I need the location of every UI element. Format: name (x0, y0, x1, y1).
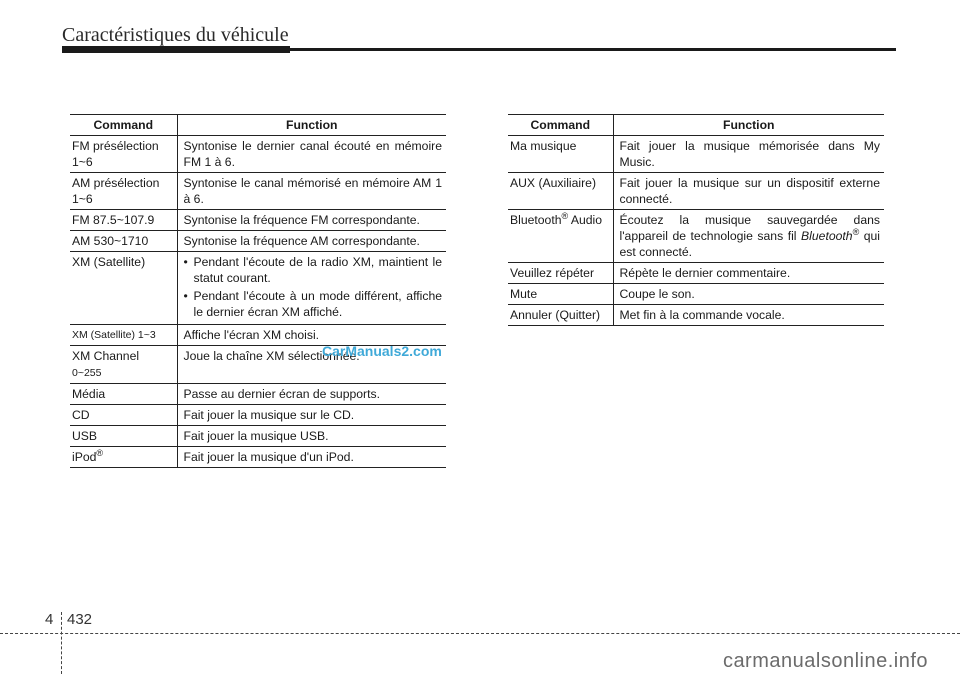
page-title: Caractéristiques du véhicule (62, 24, 289, 46)
column-header-command: Command (508, 115, 613, 136)
table-row (508, 263, 884, 284)
table-row (70, 426, 446, 447)
page-number: 432 (67, 611, 93, 628)
table-row (70, 136, 446, 173)
command-cell: USB (70, 426, 177, 447)
function-cell: Syntonise la fréquence FM correspondante. (177, 210, 446, 231)
command-label: iPod (72, 450, 97, 464)
right-command-table (508, 114, 884, 326)
command-cell: XM (Satellite) 1~3 (70, 325, 177, 346)
left-command-table (70, 114, 446, 468)
table-row (508, 173, 884, 210)
column-header-function: Function (177, 115, 446, 136)
table-row (70, 384, 446, 405)
table-row (508, 210, 884, 263)
table-row (508, 136, 884, 173)
site-watermark: carmanualsonline.info (722, 650, 928, 672)
function-cell: Met fin à la commande vocale. (613, 305, 884, 326)
registered-mark: ® (96, 447, 104, 458)
function-cell: Fait jouer la musique d'un iPod. (177, 447, 446, 468)
command-cell: AM présélection 1~6 (70, 173, 177, 210)
function-cell: Affiche l'écran XM choisi. (177, 325, 446, 346)
command-cell: AM 530~1710 (70, 231, 177, 252)
command-cell: XM (Satellite) (70, 252, 177, 325)
command-cell: Ma musique (508, 136, 613, 173)
command-cell: Annuler (Quitter) (508, 305, 613, 326)
function-text: Écoutez la musique sauvegardée dans l'appareil de technologie sans fil (619, 213, 880, 243)
column-header-command: Command (70, 115, 177, 136)
function-cell: Syntonise le canal mémorisé en mémoire AM 1 à 6. (177, 173, 446, 210)
function-cell (613, 210, 884, 263)
command-label: XM Channel (72, 349, 140, 363)
bullet-item: • Pendant l'écoute de la radio XM, maintient le statut courant. (184, 254, 443, 286)
command-label-tail: Audio (568, 213, 603, 227)
command-cell: Média (70, 384, 177, 405)
column-header-function: Function (613, 115, 884, 136)
function-cell: Passe au dernier écran de supports. (177, 384, 446, 405)
command-cell (70, 447, 177, 468)
function-cell: Joue la chaîne XM sélectionnée. (177, 346, 446, 384)
table-row (70, 405, 446, 426)
command-cell (508, 210, 613, 263)
table-row (70, 210, 446, 231)
function-cell (177, 252, 446, 325)
function-cell: Fait jouer la musique sur le CD. (177, 405, 446, 426)
table-row (508, 305, 884, 326)
table-row (508, 284, 884, 305)
command-cell: FM 87.5~107.9 (70, 210, 177, 231)
function-cell: Répète le dernier commentaire. (613, 263, 884, 284)
footer-divider (61, 612, 62, 674)
function-brand: Bluetooth (801, 229, 853, 243)
title-rule-accent (62, 46, 290, 53)
footer-rule (0, 633, 960, 634)
function-cell: Fait jouer la musique USB. (177, 426, 446, 447)
table-row (70, 173, 446, 210)
command-cell: Veuillez répéter (508, 263, 613, 284)
command-cell: Mute (508, 284, 613, 305)
table-row (70, 447, 446, 468)
registered-mark: ® (561, 210, 569, 221)
function-cell: Syntonise le dernier canal écouté en mémoire FM 1 à 6. (177, 136, 446, 173)
command-cell: AUX (Auxiliaire) (508, 173, 613, 210)
bullet-item: • Pendant l'écoute à un mode différent, affiche le dernier écran XM affiché. (184, 288, 443, 320)
command-cell: CD (70, 405, 177, 426)
function-cell: Fait jouer la musique sur un dispositif externe connecté. (613, 173, 884, 210)
command-cell (70, 346, 177, 384)
registered-mark: ® (852, 226, 860, 237)
table-row (70, 252, 446, 325)
function-cell: Fait jouer la musique mémorisée dans My Music. (613, 136, 884, 173)
command-range: 0~255 (72, 367, 102, 379)
command-label: Bluetooth (510, 213, 562, 227)
function-cell: Syntonise la fréquence AM correspondante. (177, 231, 446, 252)
command-cell: FM présélection 1~6 (70, 136, 177, 173)
function-text-tail: qui est connecté. (619, 229, 880, 259)
table-row (70, 231, 446, 252)
chapter-number: 4 (45, 611, 54, 628)
watermark: CarManuals2.com (322, 343, 442, 359)
function-cell: Coupe le son. (613, 284, 884, 305)
